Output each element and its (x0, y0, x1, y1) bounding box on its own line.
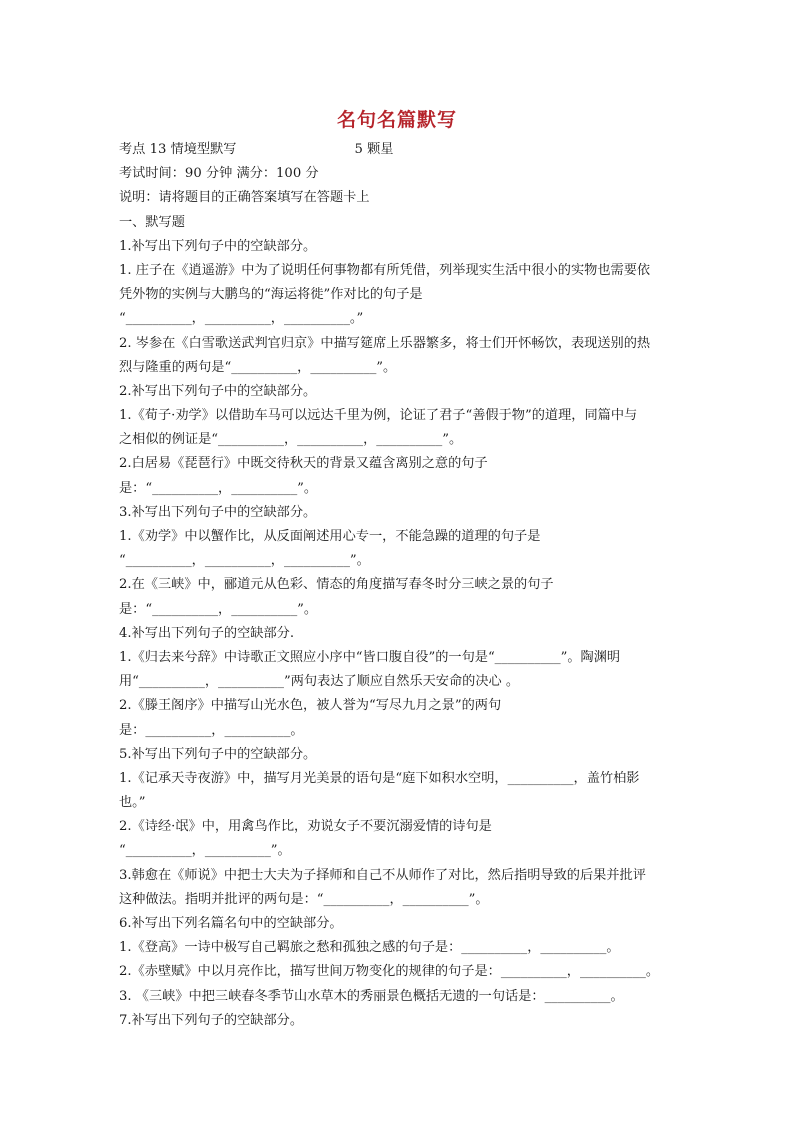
question-text: 是：__________，__________。 (119, 722, 304, 738)
question-text: 凭外物的实例与大鹏鸟的“海运将徙”作对比的句子是 (119, 287, 423, 303)
question-text: 1. 庄子在《逍遥游》中为了说明任何事物都有所凭借，列举现实生活中很小的实物也需要依 (119, 262, 651, 278)
section-heading: 一、默写题 (119, 214, 185, 230)
question-group-heading: 7.补写出下列句子的空缺部分。 (119, 1012, 304, 1028)
question-group-heading: 4.补写出下列句子的空缺部分. (119, 625, 295, 641)
question-group-heading: 1.补写出下列句子中的空缺部分。 (119, 238, 317, 254)
question-text: 2.《诗经·氓》中，用禽鸟作比，劝说女子不要沉溺爱情的诗句是 (119, 819, 492, 835)
page-title: 名句名篇默写 (336, 109, 457, 131)
question-text: 2.在《三峡》中，郦道元从色彩、情态的角度描写春冬时分三峡之景的句子 (119, 577, 554, 593)
question-text: 2.白居易《琵琶行》中既交待秋天的背景又蕴含离别之意的句子 (119, 456, 488, 472)
question-text: 是：“__________，__________”。 (119, 601, 318, 617)
question-text: 2. 岑参在《白雪歌送武判官归京》中描写筵席上乐器繁多，将士们开怀畅饮，表现送别的热 (119, 335, 651, 351)
answer-blank-line: “__________，__________”。 (119, 843, 291, 859)
question-text: 烈与隆重的两句是“__________，__________”。 (119, 359, 397, 375)
question-group-heading: 6.补写出下列名篇名句中的空缺部分。 (119, 916, 343, 931)
question-text: 3.韩愈在《师说》中把士大夫为子择师和自己不从师作了对比，然后指明导致的后果并批评 (119, 867, 646, 883)
question-text: 2.《赤壁赋》中以月亮作比，描写世间万物变化的规律的句子是：__________，__________。 (119, 964, 660, 980)
question-text: 1.《归去来兮辞》中诗歌正文照应小序中“皆口腹自役”的一句是“__________”。陶渊明 (119, 649, 621, 665)
question-text: 这种做法。指明并批评的两句是：“__________，__________”。 (119, 891, 489, 907)
topic-line (119, 138, 679, 162)
question-text: 是：“__________，__________”。 (119, 480, 318, 496)
difficulty-label: 5 颗星 (354, 142, 394, 157)
question-text: 1.《登高》一诗中极写自己羁旅之愁和孤独之感的句子是：__________，__________。 (119, 940, 620, 956)
answer-blank-line: “__________，__________，__________”。 (119, 553, 370, 569)
question-text: 1.《荀子·劝学》以借助车马可以远达千里为例，论证了君子“善假于物”的道理，同篇中与 (119, 408, 638, 424)
topic-label: 考点 13 情境型默写 (119, 142, 237, 157)
question-text: 1.《劝学》中以蟹作比，从反面阐述用心专一，不能急躁的道理的句子是 (119, 529, 541, 544)
question-text: 之相似的例证是“__________，__________，__________”。 (119, 432, 463, 448)
question-text: 也。” (119, 795, 146, 811)
instruction-line: 说明：请将题目的正确答案填写在答题卡上 (119, 190, 370, 206)
question-text: 3. 《三峡》中把三峡春冬季节山水草木的秀丽景色概括无遗的一句话是：__________。 (119, 988, 624, 1004)
answer-blank-line: “__________，__________，__________。” (119, 311, 364, 327)
document-body (119, 138, 679, 1033)
question-group-heading: 5.补写出下列句子中的空缺部分。 (119, 746, 317, 762)
question-text: 1.《记承天寺夜游》中，描写月光美景的语句是“庭下如积水空明，__________，盖竹柏影 (119, 770, 640, 786)
exam-info-line: 考试时间：90 分钟 满分：100 分 (119, 166, 319, 182)
question-text: 2.《滕王阁序》中描写山光水色，被人誉为“写尽九月之景”的两句 (119, 698, 502, 714)
question-text: 用“__________，__________”两句表达了顺应自然乐天安命的决心 。 (119, 674, 520, 690)
question-group-heading: 2.补写出下列句子中的空缺部分。 (119, 383, 317, 399)
question-group-heading: 3.补写出下列句子中的空缺部分。 (119, 504, 317, 520)
